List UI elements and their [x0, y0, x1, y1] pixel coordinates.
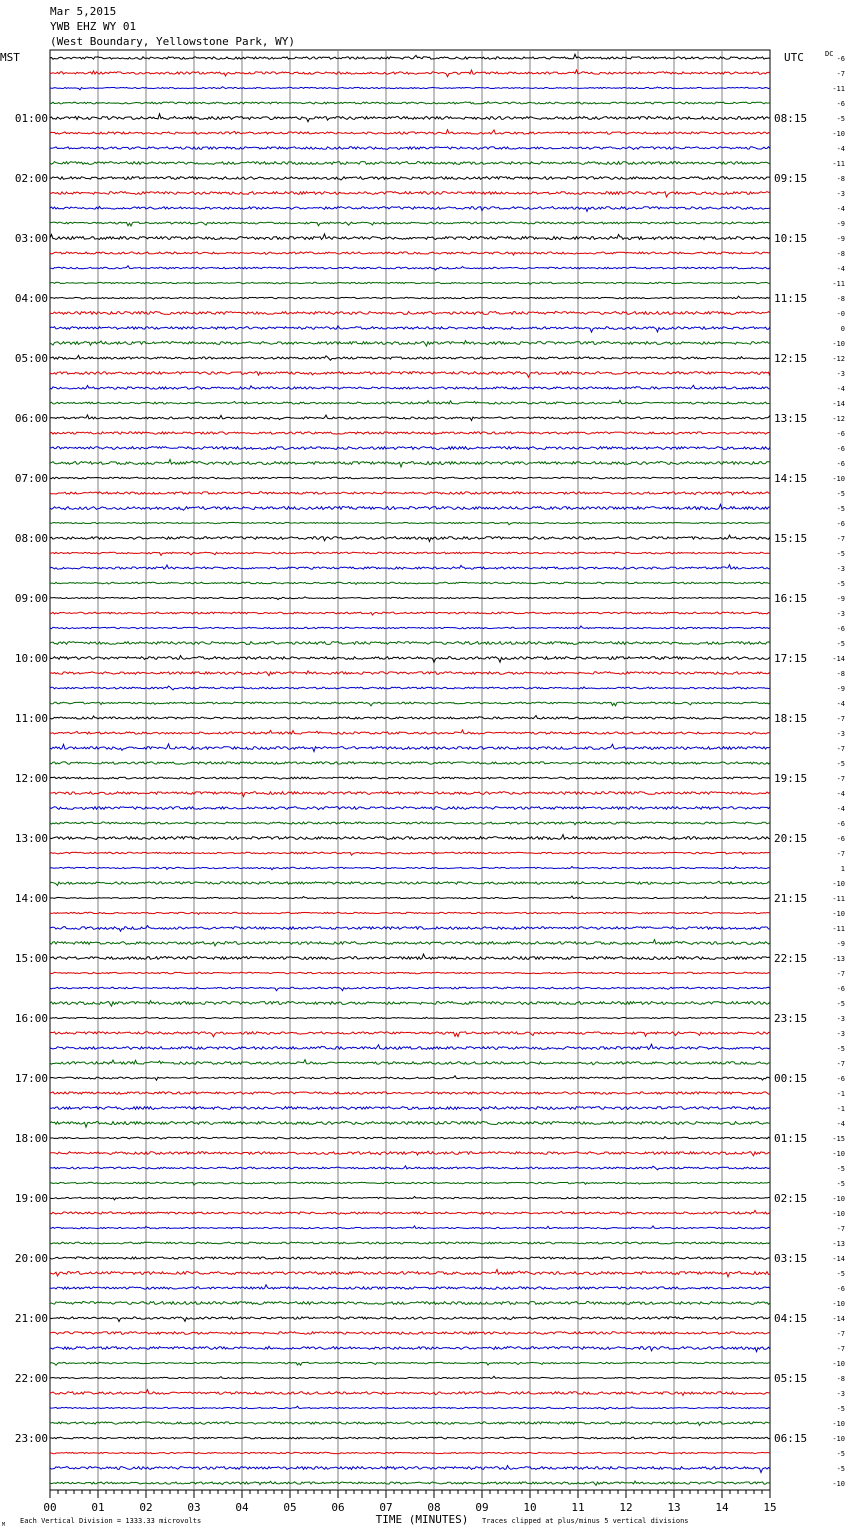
- seismic-trace: [50, 522, 770, 524]
- seismic-trace: [50, 266, 770, 270]
- dc-offset-label: -11: [832, 85, 845, 93]
- dc-offset-label: -3: [836, 1390, 845, 1398]
- mst-hour-label: 14:00: [14, 892, 48, 905]
- utc-hour-label: 03:15: [774, 1252, 808, 1265]
- seismic-trace: [50, 597, 770, 600]
- seismic-trace: [50, 1210, 770, 1214]
- seismic-trace: [50, 147, 770, 150]
- seismic-trace: [50, 252, 770, 255]
- dc-offset-label: -3: [836, 565, 845, 573]
- seismic-trace: [50, 1302, 770, 1305]
- dc-offset-label: -5: [836, 640, 845, 648]
- mst-hour-label: 16:00: [14, 1012, 48, 1025]
- x-tick-label: 10: [523, 1501, 537, 1514]
- dc-offset-label: -10: [832, 1420, 845, 1428]
- dc-offset-label: -9: [836, 940, 845, 948]
- dc-offset-label: -10: [832, 1195, 845, 1203]
- dc-offset-label: -8: [836, 670, 845, 678]
- seismic-trace: [50, 114, 770, 122]
- utc-hour-label: 14:15: [774, 472, 808, 485]
- dc-offset-label: -4: [836, 385, 845, 393]
- seismic-trace: [50, 612, 770, 615]
- dc-offset-label: -5: [836, 550, 845, 558]
- dc-offset-label: -15: [832, 1135, 845, 1143]
- dc-offset-label: -12: [832, 415, 845, 423]
- seismic-trace: [50, 207, 770, 212]
- seismic-trace: [50, 54, 770, 59]
- seismic-trace: [50, 415, 770, 421]
- seismic-trace: [50, 777, 770, 780]
- seismic-trace: [50, 1332, 770, 1334]
- seismic-trace: [50, 282, 770, 284]
- utc-hour-label: 22:15: [774, 952, 808, 965]
- seismic-trace: [50, 341, 770, 346]
- x-tick-label: 11: [571, 1501, 585, 1514]
- seismic-trace: [50, 222, 770, 226]
- corner-mark: M: [2, 1522, 6, 1528]
- dc-offset-label: -3: [836, 190, 845, 198]
- dc-offset-label: 0: [840, 325, 845, 333]
- dc-offset-label: -10: [832, 1480, 845, 1488]
- dc-offset-label: -7: [836, 1060, 845, 1068]
- date-label: Mar 5,2015: [50, 5, 117, 18]
- seismic-trace: [50, 1226, 770, 1229]
- seismic-trace: [50, 835, 770, 840]
- dc-offset-label: -3: [836, 730, 845, 738]
- mst-hour-label: 18:00: [14, 1132, 48, 1145]
- location-label: (West Boundary, Yellowstone Park, WY): [50, 35, 296, 48]
- seismic-trace: [50, 762, 770, 764]
- x-tick-label: 00: [43, 1501, 57, 1514]
- mst-hour-label: 09:00: [14, 592, 48, 605]
- seismic-trace: [50, 1481, 770, 1485]
- x-tick-label: 15: [763, 1501, 777, 1514]
- dc-offset-label: -6: [836, 1285, 845, 1293]
- x-tick-label: 06: [331, 1501, 345, 1514]
- seismic-trace: [50, 162, 770, 165]
- seismic-trace: [50, 355, 770, 360]
- seismic-trace: [50, 70, 770, 77]
- mst-hour-label: 15:00: [14, 952, 48, 965]
- utc-hour-label: 01:15: [774, 1132, 808, 1145]
- seismic-trace: [50, 912, 770, 914]
- dc-offset-label: -7: [836, 1330, 845, 1338]
- dc-offset-label: -5: [836, 115, 845, 123]
- seismic-trace: [50, 1060, 770, 1065]
- x-tick-label: 08: [427, 1501, 441, 1514]
- seismic-trace: [50, 656, 770, 663]
- dc-offset-label: -5: [836, 1045, 845, 1053]
- dc-offset-label: -5: [836, 1405, 845, 1413]
- dc-offset-label: -10: [832, 1150, 845, 1158]
- scale-note: Each Vertical Division = 1333.33 microvolts: [20, 1517, 202, 1525]
- seismic-trace: [50, 1107, 770, 1111]
- utc-hour-label: 04:15: [774, 1312, 808, 1325]
- mst-hour-label: 23:00: [14, 1432, 48, 1445]
- dc-offset-label: -8: [836, 1375, 845, 1383]
- seismic-trace: [50, 1151, 770, 1156]
- dc-offset-label: -10: [832, 1435, 845, 1443]
- seismic-trace: [50, 807, 770, 810]
- x-tick-label: 04: [235, 1501, 249, 1514]
- seismic-trace: [50, 1285, 770, 1289]
- seismic-trace: [50, 326, 770, 332]
- seismic-trace: [50, 312, 770, 315]
- seismic-trace: [50, 954, 770, 959]
- dc-offset-label: -6: [836, 835, 845, 843]
- dc-offset-label: -1: [836, 1090, 845, 1098]
- utc-hour-label: 02:15: [774, 1192, 808, 1205]
- utc-hour-label: 21:15: [774, 892, 808, 905]
- dc-offset-label: -3: [836, 1030, 845, 1038]
- x-tick-label: 13: [667, 1501, 681, 1514]
- dc-offset-label: -6: [836, 460, 845, 468]
- dc-offset-label: -7: [836, 70, 845, 78]
- dc-offset-label: -5: [836, 760, 845, 768]
- x-tick-label: 09: [475, 1501, 489, 1514]
- seismic-trace: [50, 296, 770, 299]
- seismic-trace: [50, 177, 770, 180]
- seismic-trace: [50, 552, 770, 555]
- seismic-trace: [50, 642, 770, 645]
- dc-offset-label: -5: [836, 505, 845, 513]
- mst-hour-label: 07:00: [14, 472, 48, 485]
- dc-offset-label: -3: [836, 370, 845, 378]
- dc-offset-label: -9: [836, 220, 845, 228]
- mst-hour-label: 02:00: [14, 172, 48, 185]
- x-tick-label: 01: [91, 1501, 105, 1514]
- dc-offset-label: -7: [836, 715, 845, 723]
- seismic-trace: [50, 926, 770, 932]
- seismic-trace: [50, 972, 770, 973]
- dc-offset-label: -7: [836, 850, 845, 858]
- seismic-trace: [50, 1242, 770, 1244]
- dc-offset-label: -14: [832, 1315, 845, 1323]
- seismic-trace: [50, 1376, 770, 1378]
- dc-offset-label: -9: [836, 235, 845, 243]
- dc-offset-label: -1: [836, 1105, 845, 1113]
- x-tick-label: 14: [715, 1501, 729, 1514]
- utc-hour-label: 09:15: [774, 172, 808, 185]
- seismic-trace: [50, 1390, 770, 1396]
- dc-offset-label: -14: [832, 400, 845, 408]
- mst-hour-label: 06:00: [14, 412, 48, 425]
- dc-offset-label: -6: [836, 445, 845, 453]
- seismic-trace: [50, 716, 770, 720]
- seismic-trace: [50, 987, 770, 991]
- dc-offset-label: -11: [832, 925, 845, 933]
- dc-offset-label: -4: [836, 805, 845, 813]
- seismic-trace: [50, 1092, 770, 1094]
- seismic-trace: [50, 626, 770, 629]
- station-label: YWB EHZ WY 01: [50, 20, 137, 33]
- utc-hour-label: 05:15: [774, 1372, 808, 1385]
- mst-hour-label: 10:00: [14, 652, 48, 665]
- x-axis-label: TIME (MINUTES): [375, 1513, 469, 1526]
- dc-offset-label: -13: [832, 1240, 845, 1248]
- seismic-trace: [50, 102, 770, 104]
- seismic-trace: [50, 1032, 770, 1037]
- utc-hour-label: 17:15: [774, 652, 808, 665]
- seismic-trace: [50, 1406, 770, 1409]
- dc-offset-label: -6: [836, 985, 845, 993]
- seismic-trace: [50, 432, 770, 434]
- seismic-trace: [50, 491, 770, 495]
- seismic-trace: [50, 1137, 770, 1139]
- seismic-trace: [50, 881, 770, 885]
- seismic-trace: [50, 1317, 770, 1322]
- dc-offset-label: -10: [832, 910, 845, 918]
- seismic-trace: [50, 822, 770, 825]
- dc-offset-label: -7: [836, 1345, 845, 1353]
- dc-offset-label: -14: [832, 655, 845, 663]
- utc-hour-label: 06:15: [774, 1432, 808, 1445]
- seismic-trace: [50, 940, 770, 946]
- seismic-trace: [50, 1270, 770, 1277]
- utc-hour-label: 15:15: [774, 532, 808, 545]
- seismic-trace: [50, 852, 770, 855]
- utc-hour-label: 23:15: [774, 1012, 808, 1025]
- dc-offset-label: -6: [836, 55, 845, 63]
- dc-offset-label: -11: [832, 895, 845, 903]
- x-tick-label: 02: [139, 1501, 153, 1514]
- dc-offset-label: -4: [836, 790, 845, 798]
- dc-offset-label: -8: [836, 250, 845, 258]
- seismic-trace: [50, 1466, 770, 1473]
- dc-offset-label: -10: [832, 1300, 845, 1308]
- seismic-trace: [50, 582, 770, 584]
- dc-offset-label: -9: [836, 685, 845, 693]
- dc-offset-label: -7: [836, 1225, 845, 1233]
- x-tick-label: 03: [187, 1501, 201, 1514]
- dc-offset-label: -5: [836, 1000, 845, 1008]
- utc-hour-label: 18:15: [774, 712, 808, 725]
- seismic-trace: [50, 1437, 770, 1439]
- utc-hour-label: 19:15: [774, 772, 808, 785]
- dc-offset-label: -14: [832, 1255, 845, 1263]
- dc-label: DC: [825, 50, 834, 58]
- dc-offset-label: -5: [836, 490, 845, 498]
- mst-hour-label: 04:00: [14, 292, 48, 305]
- mst-hour-label: 20:00: [14, 1252, 48, 1265]
- dc-offset-label: -7: [836, 970, 845, 978]
- dc-offset-label: -4: [836, 265, 845, 273]
- dc-offset-label: -6: [836, 625, 845, 633]
- seismic-trace: [50, 1257, 770, 1259]
- dc-offset-label: -5: [836, 1165, 845, 1173]
- seismic-trace: [50, 1017, 770, 1018]
- mst-hour-label: 11:00: [14, 712, 48, 725]
- dc-offset-label: -10: [832, 130, 845, 138]
- utc-hour-label: 08:15: [774, 112, 808, 125]
- dc-offset-label: -13: [832, 955, 845, 963]
- dc-offset-label: -6: [836, 1075, 845, 1083]
- dc-offset-label: -8: [836, 175, 845, 183]
- utc-hour-label: 12:15: [774, 352, 808, 365]
- seismic-trace: [50, 744, 770, 752]
- utc-hour-label: 16:15: [774, 592, 808, 605]
- seismic-trace: [50, 1166, 770, 1170]
- mst-hour-label: 17:00: [14, 1072, 48, 1085]
- dc-offset-label: -10: [832, 1360, 845, 1368]
- seismic-trace: [50, 504, 770, 510]
- dc-offset-label: -0: [836, 310, 845, 318]
- mst-hour-label: 12:00: [14, 772, 48, 785]
- dc-offset-label: -7: [836, 745, 845, 753]
- dc-offset-label: -5: [836, 1180, 845, 1188]
- utc-axis-label: UTC: [784, 51, 804, 64]
- x-tick-label: 12: [619, 1501, 633, 1514]
- seismic-trace: [50, 1182, 770, 1185]
- seismic-trace: [50, 896, 770, 899]
- utc-hour-label: 13:15: [774, 412, 808, 425]
- dc-offset-label: -11: [832, 160, 845, 168]
- seismic-trace: [50, 702, 770, 706]
- dc-offset-label: -5: [836, 580, 845, 588]
- dc-offset-label: -6: [836, 820, 845, 828]
- seismic-trace: [50, 867, 770, 870]
- seismic-trace: [50, 1362, 770, 1365]
- seismic-trace: [50, 535, 770, 541]
- seismic-trace: [50, 792, 770, 797]
- dc-offset-label: -6: [836, 430, 845, 438]
- seismic-trace: [50, 565, 770, 569]
- seismic-trace: [50, 686, 770, 690]
- dc-offset-label: -7: [836, 535, 845, 543]
- seismic-trace: [50, 87, 770, 90]
- dc-offset-label: -4: [836, 700, 845, 708]
- mst-hour-label: 03:00: [14, 232, 48, 245]
- dc-offset-label: -10: [832, 340, 845, 348]
- mst-hour-label: 13:00: [14, 832, 48, 845]
- dc-offset-label: -3: [836, 1015, 845, 1023]
- dc-offset-label: -9: [836, 595, 845, 603]
- seismic-trace: [50, 459, 770, 467]
- seismic-trace: [50, 1044, 770, 1049]
- dc-offset-label: -11: [832, 280, 845, 288]
- mst-hour-label: 19:00: [14, 1192, 48, 1205]
- mst-axis-label: MST: [0, 51, 20, 64]
- mst-hour-label: 05:00: [14, 352, 48, 365]
- dc-offset-label: -5: [836, 1450, 845, 1458]
- seismic-trace: [50, 372, 770, 378]
- seismic-trace: [50, 130, 770, 134]
- dc-offset-label: -4: [836, 205, 845, 213]
- dc-offset-label: -6: [836, 520, 845, 528]
- dc-offset-label: -6: [836, 100, 845, 108]
- dc-offset-label: 1: [840, 865, 845, 873]
- dc-offset-label: -4: [836, 1120, 845, 1128]
- dc-offset-label: -8: [836, 295, 845, 303]
- seismic-trace: [50, 1122, 770, 1128]
- seismic-trace: [50, 1001, 770, 1007]
- dc-offset-label: -12: [832, 355, 845, 363]
- utc-hour-label: 11:15: [774, 292, 808, 305]
- seismic-trace: [50, 1452, 770, 1453]
- dc-offset-label: -3: [836, 610, 845, 618]
- seismic-trace: [50, 730, 770, 735]
- dc-offset-label: -10: [832, 880, 845, 888]
- mst-hour-label: 08:00: [14, 532, 48, 545]
- dc-offset-label: -10: [832, 475, 845, 483]
- seismic-trace: [50, 671, 770, 676]
- seismic-trace: [50, 447, 770, 450]
- dc-offset-label: -5: [836, 1465, 845, 1473]
- seismic-trace: [50, 234, 770, 240]
- seismic-trace: [50, 1422, 770, 1426]
- seismic-trace: [50, 1197, 770, 1200]
- seismic-trace: [50, 1346, 770, 1351]
- seismic-trace: [50, 192, 770, 197]
- dc-offset-label: -10: [832, 1210, 845, 1218]
- mst-hour-label: 01:00: [14, 112, 48, 125]
- utc-hour-label: 00:15: [774, 1072, 808, 1085]
- seismic-trace: [50, 385, 770, 389]
- seismic-trace: [50, 477, 770, 479]
- utc-hour-label: 10:15: [774, 232, 808, 245]
- seismic-trace: [50, 400, 770, 404]
- seismic-trace: [50, 1076, 770, 1081]
- x-tick-label: 07: [379, 1501, 393, 1514]
- dc-offset-label: -4: [836, 145, 845, 153]
- dc-offset-label: -5: [836, 1270, 845, 1278]
- mst-hour-label: 21:00: [14, 1312, 48, 1325]
- mst-hour-label: 22:00: [14, 1372, 48, 1385]
- clip-note: Traces clipped at plus/minus 5 vertical divisions: [482, 1517, 689, 1525]
- utc-hour-label: 20:15: [774, 832, 808, 845]
- x-tick-label: 05: [283, 1501, 297, 1514]
- dc-offset-label: -7: [836, 775, 845, 783]
